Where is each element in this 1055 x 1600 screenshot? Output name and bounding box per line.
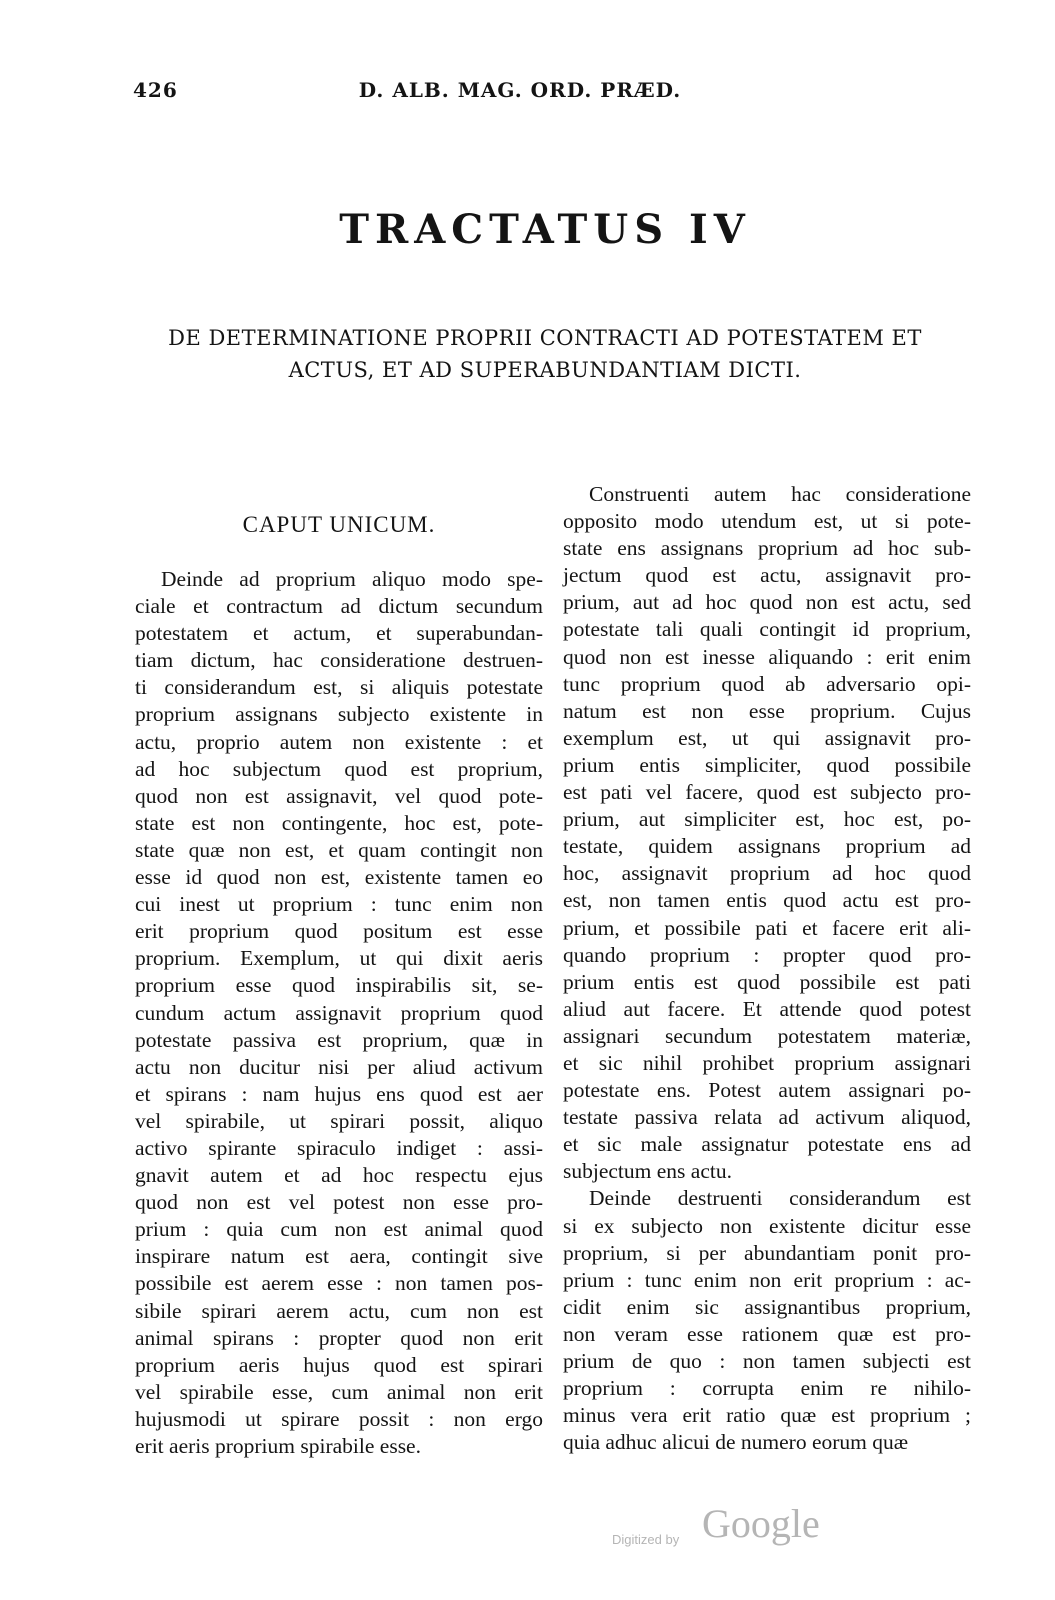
text-line: state ens assignans proprium ad hoc sub- — [563, 536, 971, 561]
text-line: et sic male assignatur potestate ens ad — [563, 1132, 971, 1157]
text-line: natum est non esse proprium. Cujus — [563, 698, 971, 723]
text-line: prium, aut ad hoc quod non est actu, sed — [563, 590, 971, 615]
text-line: aliud aut facere. Et attende quod potest — [563, 996, 971, 1021]
text-line: Construenti autem hac consideratione — [589, 482, 971, 506]
text-line: state quæ non est, et quam contingit non — [135, 837, 543, 862]
text-line: prium : quia cum non est animal quod — [135, 1217, 543, 1242]
text-line: actu, proprio autem non existente : et — [135, 729, 543, 754]
page-number: 426 — [133, 78, 178, 102]
text-line: si ex subjecto non existente dicitur esse — [563, 1213, 971, 1238]
running-title: D. ALB. MAG. ORD. PRÆD. — [358, 78, 682, 102]
text-line: opposito modo utendum est, ut si pote- — [563, 509, 971, 534]
text-line: quod non est vel potest non esse pro- — [135, 1190, 543, 1215]
text-line: quando proprium : propter quod pro- — [563, 942, 971, 967]
text-line: potestate ens. Potest autem assignari po- — [563, 1078, 971, 1103]
text-line: proprium : corrupta enim re nihilo- — [563, 1376, 971, 1401]
text-line: erit proprium quod positum est esse — [135, 919, 543, 944]
text-line: esse id quod non est, existente tamen eo — [135, 865, 543, 890]
text-line: prium, aut simpliciter est, hoc est, po- — [563, 807, 971, 832]
text-line: vel spirabile esse, cum animal non erit — [135, 1379, 543, 1404]
text-line: subjectum ens actu. — [563, 1159, 732, 1184]
text-line: vel spirabile, ut spirari possit, aliquo — [135, 1108, 543, 1133]
text-line: prium, et possibile pati et facere erit ali- — [563, 915, 971, 940]
text-line: jectum quod est actu, assignavit pro- — [563, 563, 971, 588]
text-line: ciale et contractum ad dictum secundum — [135, 594, 543, 619]
text-line: testate passiva relata ad activum aliquod, — [563, 1105, 971, 1130]
digitized-watermark — [612, 1498, 842, 1558]
text-line: et sic nihil prohibet proprium assignari — [563, 1050, 971, 1075]
text-line: hujusmodi ut spirare possit : non ergo — [135, 1406, 543, 1431]
text-line: tiam dictum, hac consideratione destruen- — [135, 648, 543, 673]
text-line: potestatem et actum, et superabundan- — [135, 621, 543, 646]
running-head — [133, 78, 963, 108]
left-column — [135, 566, 543, 1460]
text-line: quod non est assignavit, vel quod pote- — [135, 783, 543, 808]
text-line: state est non contingente, hoc est, pote- — [135, 810, 543, 835]
text-line: testate, quidem assignans proprium ad — [563, 834, 971, 859]
text-line: prium : tunc enim non erit proprium : ac- — [563, 1267, 971, 1292]
google-logo: Google — [702, 1501, 820, 1546]
text-line: cui inest ut proprium : tunc enim non — [135, 892, 543, 917]
text-line: potestate tali quali contingit id proprium, — [563, 617, 971, 642]
text-line: hoc, assignavit proprium ad hoc quod — [563, 861, 971, 886]
text-line: actu non ducitur nisi per aliud activum — [135, 1054, 543, 1079]
text-line: non veram esse rationem quæ est pro- — [563, 1321, 971, 1346]
tractatus-heading: TRACTATUS IV — [339, 206, 751, 253]
caput-heading: CAPUT UNICUM. — [242, 512, 436, 537]
text-line: proprium esse quod inspirabilis sit, se- — [135, 973, 543, 998]
text-line: quia adhuc alicui de numero eorum quæ — [563, 1430, 909, 1455]
text-line: quod non est inesse aliquando : erit enim — [563, 644, 971, 669]
text-line: prium de quo : non tamen subjecti est — [563, 1349, 971, 1373]
text-line: proprium aeris hujus quod est spirari — [135, 1352, 543, 1377]
text-line: proprium assignans subjecto existente in — [135, 702, 543, 727]
subtitle-line: ACTUS, ET AD SUPERABUNDANTIAM DICTI. — [288, 358, 802, 382]
text-line: cidit enim sic assignantibus proprium, — [563, 1294, 971, 1319]
text-line: prium entis est quod possibile est pati — [563, 969, 971, 994]
tractatus-subtitle — [120, 322, 970, 386]
text-line: sibile spirari aerem actu, cum non est — [135, 1298, 543, 1323]
text-line: ti considerandum est, si aliquis potestate — [135, 675, 543, 700]
text-line: proprium. Exemplum, ut qui dixit aeris — [135, 946, 543, 971]
text-line: et spirans : nam hujus ens quod est aer — [135, 1081, 543, 1106]
text-line: animal spirans : propter quod non erit — [135, 1325, 543, 1350]
text-line: gnavit autem et ad hoc respectu ejus — [135, 1163, 543, 1188]
text-line: minus vera erit ratio quæ est proprium ; — [563, 1403, 971, 1428]
text-line: est pati vel facere, quod est subjecto pro- — [563, 780, 971, 805]
watermark-prefix: Digitized by — [612, 1532, 680, 1547]
text-line: erit aeris proprium spirabile esse. — [135, 1434, 421, 1458]
subtitle-line: DE DETERMINATIONE PROPRII CONTRACTI AD POTESTATEM ET — [168, 326, 922, 350]
text-line: ad hoc subjectum quod est proprium, — [135, 756, 543, 781]
text-line: exemplum est, ut qui assignavit pro- — [563, 725, 971, 750]
text-line: est, non tamen entis quod actu est pro- — [563, 888, 971, 913]
text-line: potestate passiva est proprium, quæ in — [135, 1027, 543, 1052]
right-column — [563, 481, 971, 1456]
text-line: prium entis simpliciter, quod possibile — [563, 752, 971, 777]
text-line: possibile est aerem esse : non tamen pos- — [135, 1271, 543, 1296]
text-line: tunc proprium quod ab adversario opi- — [563, 671, 971, 696]
text-line: inspirare natum est aera, contingit sive — [135, 1244, 543, 1269]
text-line: Deinde destruenti considerandum est — [589, 1186, 971, 1211]
text-line: cundum actum assignavit proprium quod — [135, 1000, 543, 1025]
text-line: activo spirante spiraculo indiget : assi- — [135, 1135, 543, 1160]
text-line: Deinde ad proprium aliquo modo spe- — [161, 567, 543, 591]
text-line: assignari secundum potestatem materiæ, — [563, 1023, 971, 1048]
text-line: proprium, si per abundantiam ponit pro- — [563, 1240, 971, 1265]
